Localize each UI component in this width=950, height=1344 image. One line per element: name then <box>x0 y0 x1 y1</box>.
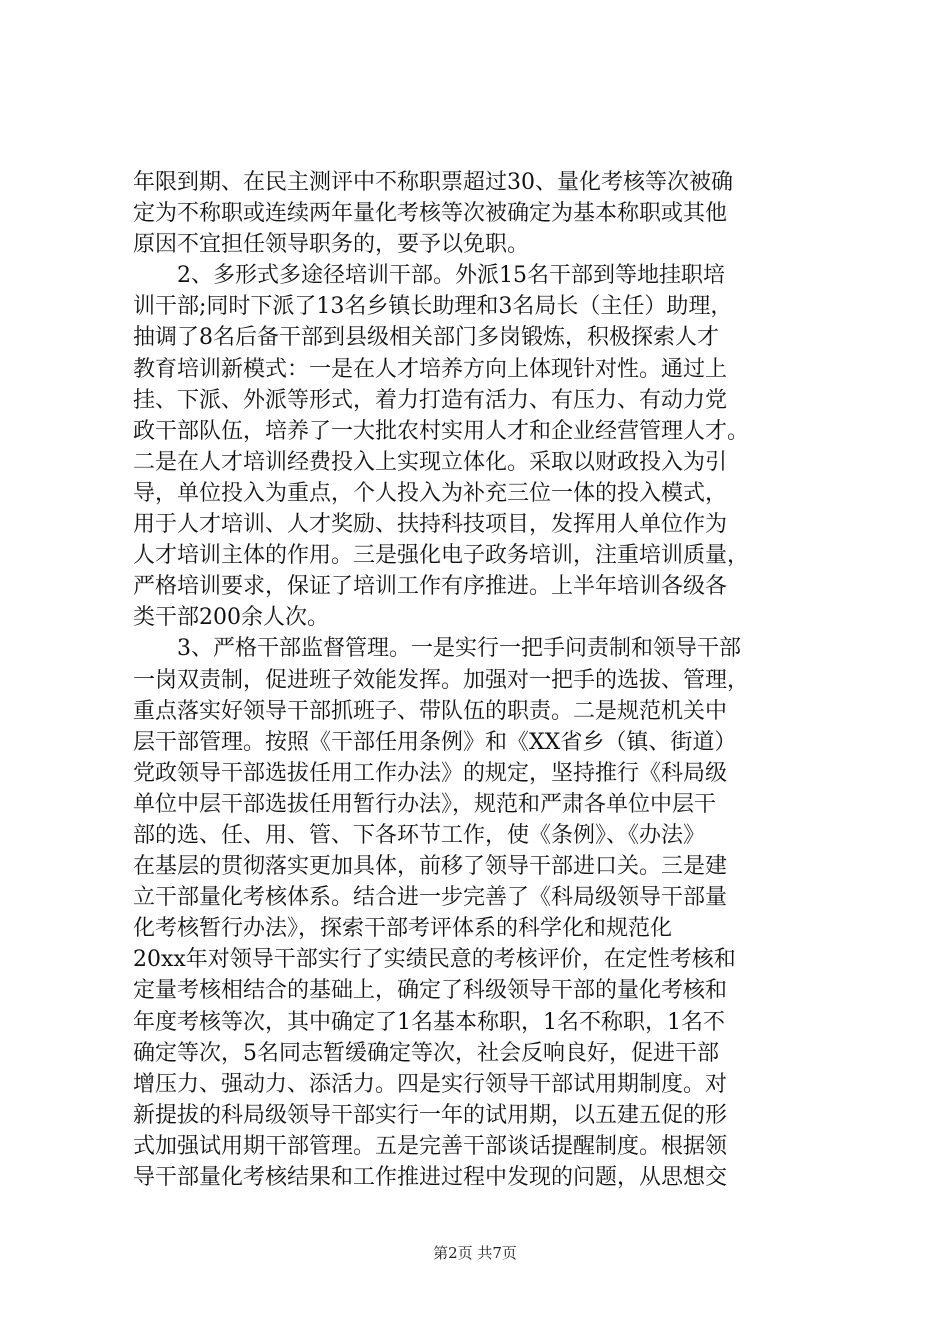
text-line: 层干部管理。按照《干部任用条例》和《XX省乡（镇、街道） <box>133 729 737 755</box>
text-line: 重点落实好领导干部抓班子、带队伍的职责。二是规范机关中 <box>133 698 728 724</box>
text-line: 教育培训新模式：一是在人才培养方向上体现针对性。通过上 <box>133 356 728 382</box>
text-line: 导干部量化考核结果和工作推进过程中发现的问题，从思想交 <box>133 1165 728 1190</box>
text-line: 原因不宜担任领导职务的，要予以免职。 <box>133 232 530 258</box>
text-line: 训干部;同时下派了13名乡镇长助理和3名局长（主任）助理， <box>133 294 733 320</box>
text-line: 20xx年对领导干部实行了实绩民意的考核评价，在定性考核和 <box>133 947 736 973</box>
text-line: 二是在人才培训经费投入上实现立体化。采取以财政投入为引 <box>133 449 728 475</box>
text-line: 新提拔的科局级领导干部实行一年的试用期，以五建五促的形 <box>133 1102 728 1128</box>
text-line: 定为不称职或连续两年量化考核等次被确定为基本称职或其他 <box>133 201 728 227</box>
text-line: 一岗双责制，促进班子效能发挥。加强对一把手的选拔、管理， <box>133 667 750 693</box>
text-line: 年度考核等次，其中确定了1名基本称职，1名不称职，1名不 <box>133 1009 725 1035</box>
text-line: 人才培训主体的作用。三是强化电子政务培训，注重培训质量， <box>133 543 750 569</box>
text-line: 挂、下派、外派等形式，着力打造有活力、有压力、有动力党 <box>133 387 728 413</box>
text-line: 年限到期、在民主测评中不称职票超过30、量化考核等次被确 <box>133 170 733 195</box>
text-line: 用于人才培训、人才奖励、扶持科技项目，发挥用人单位作为 <box>133 512 728 538</box>
text-line: 部的选、任、用、管、下各环节工作，使《条例》、《办法》 <box>133 822 706 848</box>
text-line: 确定等次，5名同志暂缓确定等次，社会反响良好，促进干部 <box>133 1040 719 1066</box>
page-footer: 第2页 共7页 <box>433 1244 517 1262</box>
text-line: 2、多形式多途径培训干部。外派15名干部到等地挂职培 <box>133 263 725 289</box>
text-line: 党政领导干部选拔任用工作办法》的规定，坚持推行《科局级 <box>133 760 728 786</box>
text-line: 导，单位投入为重点，个人投入为补充三位一体的投入模式， <box>133 480 728 506</box>
text-line: 式加强试用期干部管理。五是完善干部谈话提醒制度。根据领 <box>133 1133 728 1159</box>
body-text <box>133 167 833 1193</box>
text-line: 化考核暂行办法》，探索干部考评体系的科学化和规范化 <box>133 916 673 942</box>
text-line: 定量考核相结合的基础上，确定了科级领导干部的量化考核和 <box>133 978 728 1004</box>
text-line: 在基层的贯彻落实更加具体，前移了领导干部进口关。三是建 <box>133 854 728 880</box>
text-line: 抽调了8名后备干部到县级相关部门多岗锻炼，积极探索人才 <box>133 325 719 351</box>
text-line: 严格培训要求，保证了培训工作有序推进。上半年培训各级各 <box>133 574 728 600</box>
text-line: 政干部队伍，培养了一大批农村实用人才和企业经营管理人才。 <box>133 418 750 444</box>
text-line: 立干部量化考核体系。结合进一步完善了《科局级领导干部量 <box>133 885 728 911</box>
text-line: 增压力、强动力、添活力。四是实行领导干部试用期制度。对 <box>133 1071 728 1097</box>
text-line: 单位中层干部选拔任用暂行办法》，规范和严肃各单位中层干 <box>133 791 717 817</box>
text-line: 3、严格干部监督管理。一是实行一把手问责制和领导干部 <box>133 636 741 662</box>
text-line: 类干部200余人次。 <box>133 605 329 631</box>
